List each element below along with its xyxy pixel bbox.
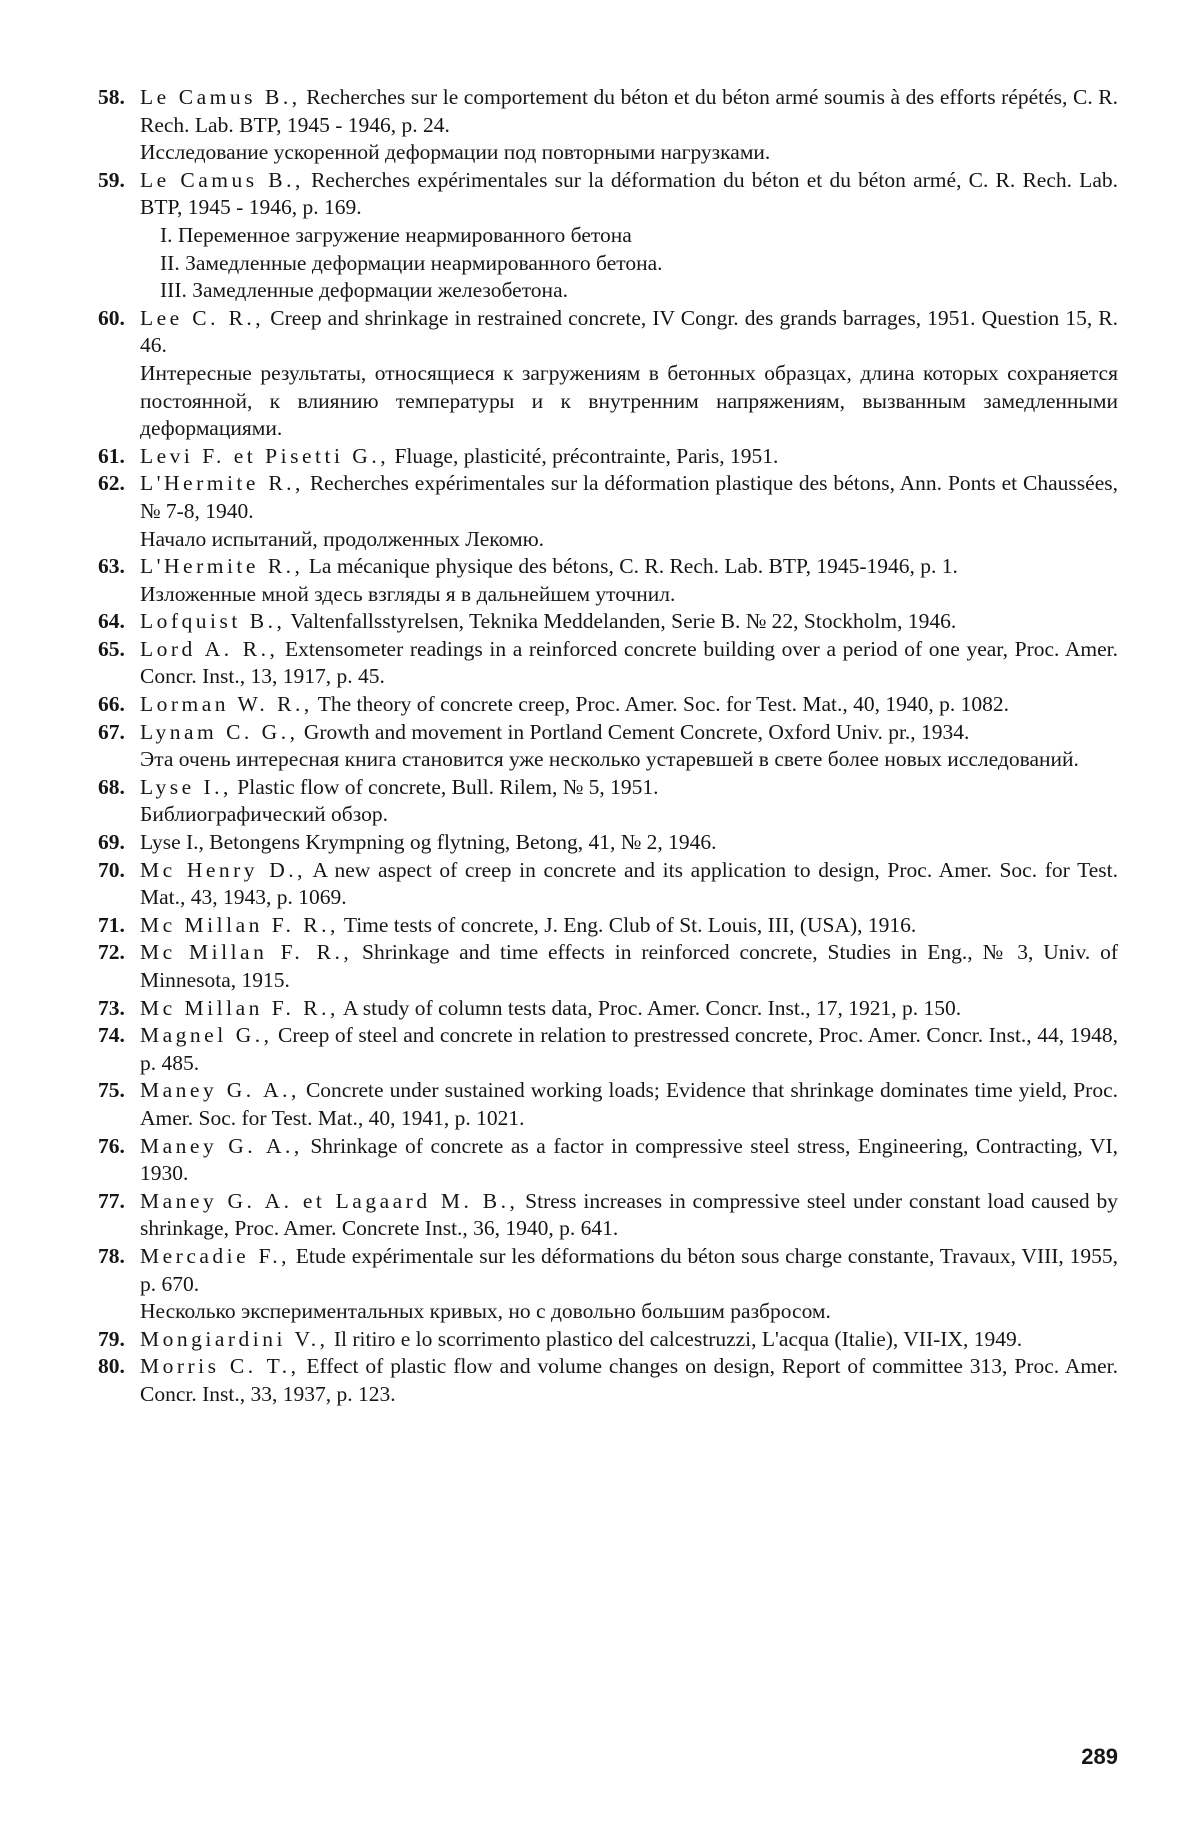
reference-number: 68. <box>98 774 125 799</box>
reference-annotation: Эта очень интересная книга становится уже несколько устаревшей в свете более новых исследований. <box>140 747 1079 772</box>
reference-entry <box>98 1188 1118 1243</box>
reference-citation: La mécanique physique des bétons, C. R. Rech. Lab. BTP, 1945-1946, p. 1. <box>303 554 958 579</box>
reference-author: Mc Millan F. R., <box>140 940 353 965</box>
reference-annotation-item: I. Переменное загружение неармированного бетона <box>160 222 632 247</box>
reference-number: 62. <box>98 471 125 496</box>
reference-author: L'Hermite R., <box>140 554 304 579</box>
reference-citation: Etude expérimentale sur les déformations du béton sous charge constante, Travaux, VIII, 1955, p. 670. <box>140 1243 1118 1296</box>
reference-author: Magnel G., <box>140 1023 273 1048</box>
reference-entry <box>98 912 1118 940</box>
page-number: 289 <box>1081 1744 1118 1769</box>
reference-citation: Plastic flow of concrete, Bull. Rilem, № 5, 1951. <box>231 774 659 799</box>
reference-citation: Valtenfallsstyrelsen, Teknika Meddelanden, Serie B. № 22, Stockholm, 1946. <box>285 609 957 634</box>
reference-number: 66. <box>98 692 125 717</box>
reference-number: 78. <box>98 1243 125 1268</box>
reference-entry <box>98 857 1118 912</box>
reference-entry <box>98 1133 1118 1188</box>
reference-author: Lofquist B., <box>140 609 286 634</box>
reference-entry <box>98 553 1118 608</box>
reference-entry <box>98 1353 1118 1408</box>
reference-annotation: Библиографический обзор. <box>140 802 388 827</box>
reference-entry <box>98 470 1118 553</box>
reference-citation: Effect of plastic flow and volume changes on design, Report of committee 313, Proc. Amer. Concr. Inst., 33, 1937, p. 123. <box>140 1354 1118 1406</box>
reference-number: 58. <box>98 85 125 109</box>
reference-entry <box>98 691 1118 719</box>
reference-author: Mc Millan F. R., <box>140 995 339 1020</box>
reference-author: Mc Millan F. R., <box>140 912 339 937</box>
reference-author: Lord A. R., <box>140 636 279 661</box>
reference-author: Levi F. et Pisetti G., <box>140 443 390 468</box>
reference-citation: Concrete under sustained working loads; Evidence that shrinkage dominates time yield, Proc. Amer. Soc. for Test. Mat., 40, 1941, p. 1021. <box>140 1078 1118 1130</box>
reference-number: 70. <box>98 857 125 882</box>
reference-citation: A study of column tests data, Proc. Amer. Concr. Inst., 17, 1921, p. 150. <box>338 995 962 1020</box>
reference-entry <box>98 719 1118 774</box>
reference-annotation-list <box>140 222 1118 305</box>
reference-number: 80. <box>98 1354 125 1379</box>
reference-author: Maney G. A., <box>140 1133 303 1158</box>
reference-annotation-item: II. Замедленные деформации неармированного бетона. <box>160 250 663 275</box>
reference-entry <box>98 443 1118 471</box>
reference-annotation-item: III. Замедленные деформации железобетона. <box>160 278 568 303</box>
reference-number: 75. <box>98 1078 125 1103</box>
reference-author: Lyse I., <box>140 774 232 799</box>
reference-entry <box>98 84 1118 167</box>
reference-entry <box>98 829 1118 857</box>
reference-author: Le Camus B., <box>140 85 301 109</box>
reference-number: 69. <box>98 830 125 855</box>
reference-entry <box>98 608 1118 636</box>
reference-number: 77. <box>98 1188 125 1213</box>
reference-number: 63. <box>98 554 125 579</box>
reference-annotation: Изложенные мной здесь взгляды я в дальнейшем уточнил. <box>140 581 676 606</box>
reference-entry <box>98 939 1118 994</box>
reference-number: 73. <box>98 995 125 1020</box>
reference-entry <box>98 305 1118 443</box>
reference-author: Mongiardini V., <box>140 1326 329 1351</box>
reference-author: Mercadie F., <box>140 1243 290 1268</box>
reference-entry <box>98 1243 1118 1326</box>
reference-number: 60. <box>98 305 125 330</box>
reference-citation: A new aspect of creep in concrete and its application to design, Proc. Amer. Soc. for Test. Mat., 43, 1943, p. 1069. <box>140 857 1118 910</box>
reference-citation: Lyse I., Betongens Krympning og flytning, Betong, 41, № 2, 1946. <box>140 830 717 855</box>
reference-number: 67. <box>98 719 125 744</box>
reference-entry <box>98 1077 1118 1132</box>
reference-citation: Time tests of concrete, J. Eng. Club of St. Louis, III, (USA), 1916. <box>338 912 917 937</box>
reference-annotation: Несколько экспериментальных кривых, но с довольно большим разбросом. <box>140 1299 831 1324</box>
reference-entry <box>98 995 1118 1023</box>
reference-author: L'Hermite R., <box>140 471 304 496</box>
reference-citation: The theory of concrete creep, Proc. Amer. Soc. for Test. Mat., 40, 1940, p. 1082. <box>312 692 1010 717</box>
reference-number: 76. <box>98 1133 125 1158</box>
reference-author: Lorman W. R., <box>140 692 313 717</box>
reference-citation: Extensometer readings in a reinforced concrete building over a period of one year, Proc. Amer. Concr. Inst., 13, 1917, p. 45. <box>140 636 1118 689</box>
reference-number: 74. <box>98 1023 125 1048</box>
reference-citation: Il ritiro e lo scorrimento plastico del calcestruzzi, L'acqua (Italie), VII-IX, 1949. <box>328 1326 1023 1351</box>
reference-citation: Creep and shrinkage in restrained concrete, IV Congr. des grands barrages, 1951. Question 15, R. 46. <box>140 305 1118 358</box>
reference-number: 59. <box>98 167 125 192</box>
reference-entry <box>98 774 1118 829</box>
reference-number: 79. <box>98 1326 125 1351</box>
reference-author: Lynam C. G., <box>140 719 299 744</box>
reference-citation: Recherches sur le comportement du béton et du béton armé soumis à des efforts répétés, C. R. Rech. Lab. BTP, 1945 - 1946, p. 24. <box>140 85 1118 137</box>
reference-author: Lee C. R., <box>140 305 265 330</box>
reference-number: 64. <box>98 609 125 634</box>
reference-list <box>98 84 1118 1409</box>
reference-author: Maney G. A., <box>140 1078 300 1103</box>
reference-entry <box>98 167 1118 305</box>
reference-annotation: Начало испытаний, продолженных Лекомю. <box>140 526 545 551</box>
reference-number: 72. <box>98 940 125 965</box>
reference-author: Morris C. T., <box>140 1354 300 1379</box>
reference-entry <box>98 636 1118 691</box>
reference-author: Le Camus B., <box>140 167 304 192</box>
reference-author: Maney G. A. et Lagaard M. B., <box>140 1188 519 1213</box>
reference-number: 71. <box>98 912 125 937</box>
reference-annotation: Исследование ускоренной деформации под повторными нагрузками. <box>140 140 771 165</box>
reference-citation: Creep of steel and concrete in relation to prestressed concrete, Proc. Amer. Concr. Inst., 44, 1948, p. 485. <box>140 1023 1118 1075</box>
reference-number: 65. <box>98 636 125 661</box>
reference-citation: Fluage, plasticité, précontrainte, Paris, 1951. <box>389 443 779 468</box>
reference-citation: Recherches expérimentales sur la déformation plastique des bétons, Ann. Ponts et Chaussées, № 7-8, 1940. <box>140 471 1118 523</box>
reference-citation: Shrinkage of concrete as a factor in compressive steel stress, Engineering, Contracting, VI, 1930. <box>140 1133 1118 1186</box>
reference-entry <box>98 1022 1118 1077</box>
reference-author: Mc Henry D., <box>140 857 306 882</box>
reference-citation: Recherches expérimentales sur la déformation du béton et du béton armé, C. R. Rech. Lab. BTP, 1945 - 1946, p. 169. <box>140 167 1118 220</box>
reference-annotation: Интересные результаты, относящиеся к загружениям в бетонных образцах, длина которых сохраняется постоянной, к влиянию температуры и к внутренним напряжениям, вызванным замедленными деформациями. <box>140 360 1118 441</box>
reference-number: 61. <box>98 443 125 468</box>
reference-citation: Growth and movement in Portland Cement Concrete, Oxford Univ. pr., 1934. <box>298 719 970 744</box>
reference-entry <box>98 1326 1118 1354</box>
reference-citation: Stress increases in compressive steel under constant load caused by shrinkage, Proc. Amer. Concrete Inst., 36, 1940, p. 641. <box>140 1188 1118 1241</box>
reference-citation: Shrinkage and time effects in reinforced concrete, Studies in Eng., № 3, Univ. of Minnesota, 1915. <box>140 940 1118 992</box>
